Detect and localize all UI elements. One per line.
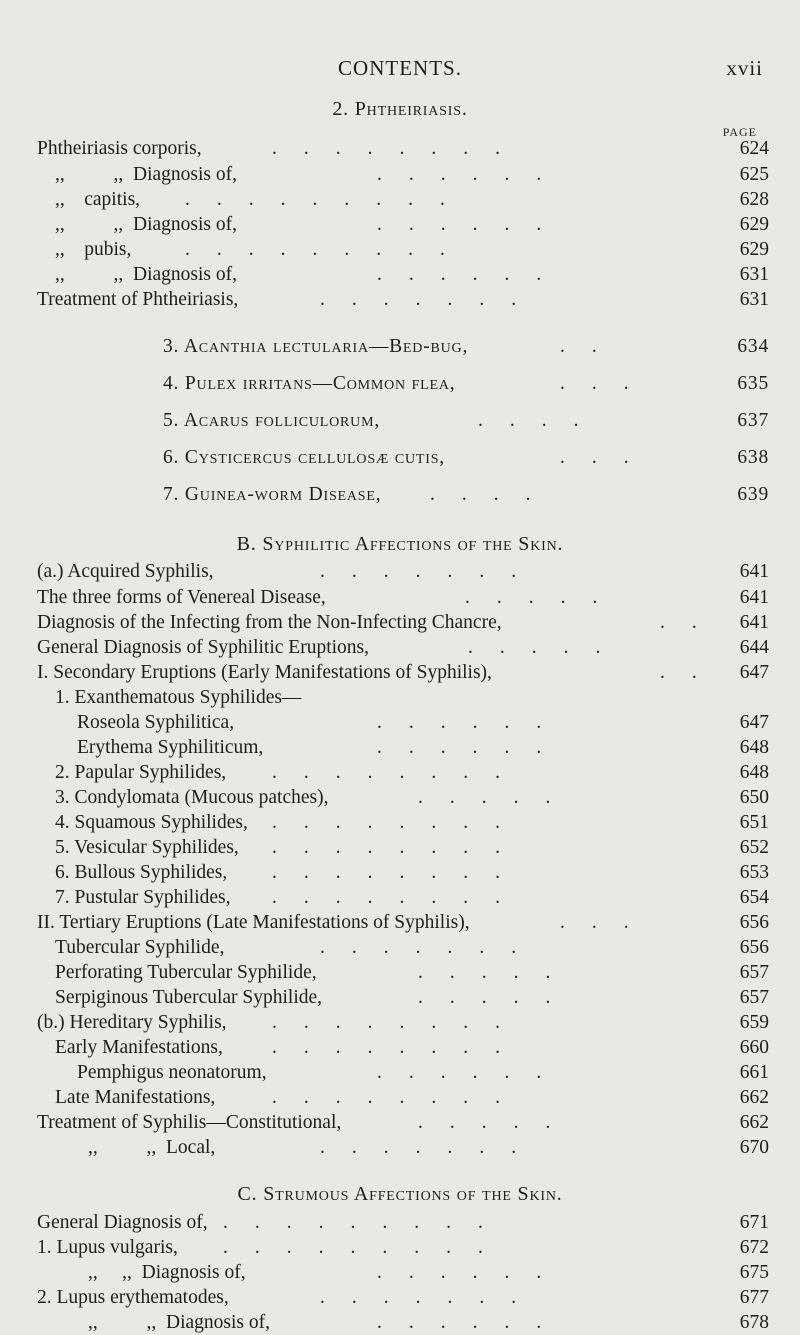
toc-entry: ,, capitis, ......... 628 xyxy=(55,189,769,210)
toc-entry: ,, pubis, ......... 629 xyxy=(55,239,769,260)
toc-entry: 1. Exanthematous Syphilides— xyxy=(55,687,302,708)
toc-entry: Serpiginous Tubercular Syphilide, ..... 657 xyxy=(55,987,769,1008)
toc-entry: 7. Guinea-worm Disease, .... 639 xyxy=(163,484,769,505)
toc-entry: I. Secondary Eruptions (Early Manifestations of Syphilis), .. 647 xyxy=(37,662,769,683)
toc-entry: Diagnosis of the Infecting from the Non-Infecting Chancre, .. 641 xyxy=(37,612,769,633)
toc-entry: Treatment of Phtheiriasis, ....... 631 xyxy=(37,289,769,310)
toc-entry: Pemphigus neonatorum, ...... 661 xyxy=(77,1062,769,1083)
toc-entry: 4. Pulex irritans—Common flea, ... 635 xyxy=(163,373,769,394)
toc-entry: The three forms of Venereal Disease, ..... 641 xyxy=(37,587,769,608)
toc-entry: ,, ,, Diagnosis of, ...... 629 xyxy=(55,214,769,235)
toc-entry: (a.) Acquired Syphilis, ....... 641 xyxy=(37,561,769,582)
toc-entry: 1. Lupus vulgaris, ......... 672 xyxy=(37,1237,769,1258)
toc-entry: 5. Acarus folliculorum, .... 637 xyxy=(163,410,769,431)
toc-entry: General Diagnosis of, ......... 671 xyxy=(37,1212,769,1233)
toc-entry: Tubercular Syphilide, ....... 656 xyxy=(55,937,769,958)
toc-entry: General Diagnosis of Syphilitic Eruptions, ..... 644 xyxy=(37,637,769,658)
toc-entry: ,, ,, Diagnosis of, ...... 625 xyxy=(55,164,769,185)
toc-entry: 2. Lupus erythematodes, ....... 677 xyxy=(37,1287,769,1308)
toc-entry: 6. Bullous Syphilides, ........ 653 xyxy=(55,862,769,883)
toc-entry: 6. Cysticercus cellulosæ cutis, ... 638 xyxy=(163,447,769,468)
section-title-phtheiriasis: 2. Phtheiriasis. xyxy=(332,98,468,120)
toc-entry: Early Manifestations, ........ 660 xyxy=(55,1037,769,1058)
toc-entry: Erythema Syphiliticum, ...... 648 xyxy=(77,737,769,758)
section-title-syphilitic: B. Syphilitic Affections of the Skin. xyxy=(236,533,564,555)
page-folio: xvii xyxy=(726,56,763,80)
toc-entry: (b.) Hereditary Syphilis, ........ 659 xyxy=(37,1012,769,1033)
toc-entry: Treatment of Syphilis—Constitutional, ..... 662 xyxy=(37,1112,769,1133)
toc-entry: 3. Condylomata (Mucous patches), ..... 650 xyxy=(55,787,769,808)
toc-entry: 2. Papular Syphilides, ........ 648 xyxy=(55,762,769,783)
toc-entry: Phtheiriasis corporis, ........ 624 xyxy=(37,138,769,159)
toc-entry: 4. Squamous Syphilides, ........ 651 xyxy=(55,812,769,833)
toc-entry: 5. Vesicular Syphilides, ........ 652 xyxy=(55,837,769,858)
toc-entry: Late Manifestations, ........ 662 xyxy=(55,1087,769,1108)
toc-entry: ,, ,, Diagnosis of, ...... 678 xyxy=(88,1312,769,1333)
toc-entry: ,, ,, Diagnosis of, ...... 631 xyxy=(55,264,769,285)
toc-entry: Perforating Tubercular Syphilide, ..... 657 xyxy=(55,962,769,983)
page-header xyxy=(0,56,800,86)
toc-entry: II. Tertiary Eruptions (Late Manifestations of Syphilis), ... 656 xyxy=(37,912,769,933)
page-column-label: PAGE xyxy=(722,125,757,139)
toc-entry: Roseola Syphilitica, ...... 647 xyxy=(77,712,769,733)
toc-entry: 7. Pustular Syphilides, ........ 654 xyxy=(55,887,769,908)
running-title: CONTENTS. xyxy=(338,56,462,80)
section-title-strumous: C. Strumous Affections of the Skin. xyxy=(237,1183,563,1205)
toc-entry: ,, ,, Diagnosis of, ...... 675 xyxy=(88,1262,769,1283)
toc-entry: 3. Acanthia lectularia—Bed-bug, .. 634 xyxy=(163,336,769,357)
toc-entry: ,, ,, Local, ....... 670 xyxy=(88,1137,769,1158)
